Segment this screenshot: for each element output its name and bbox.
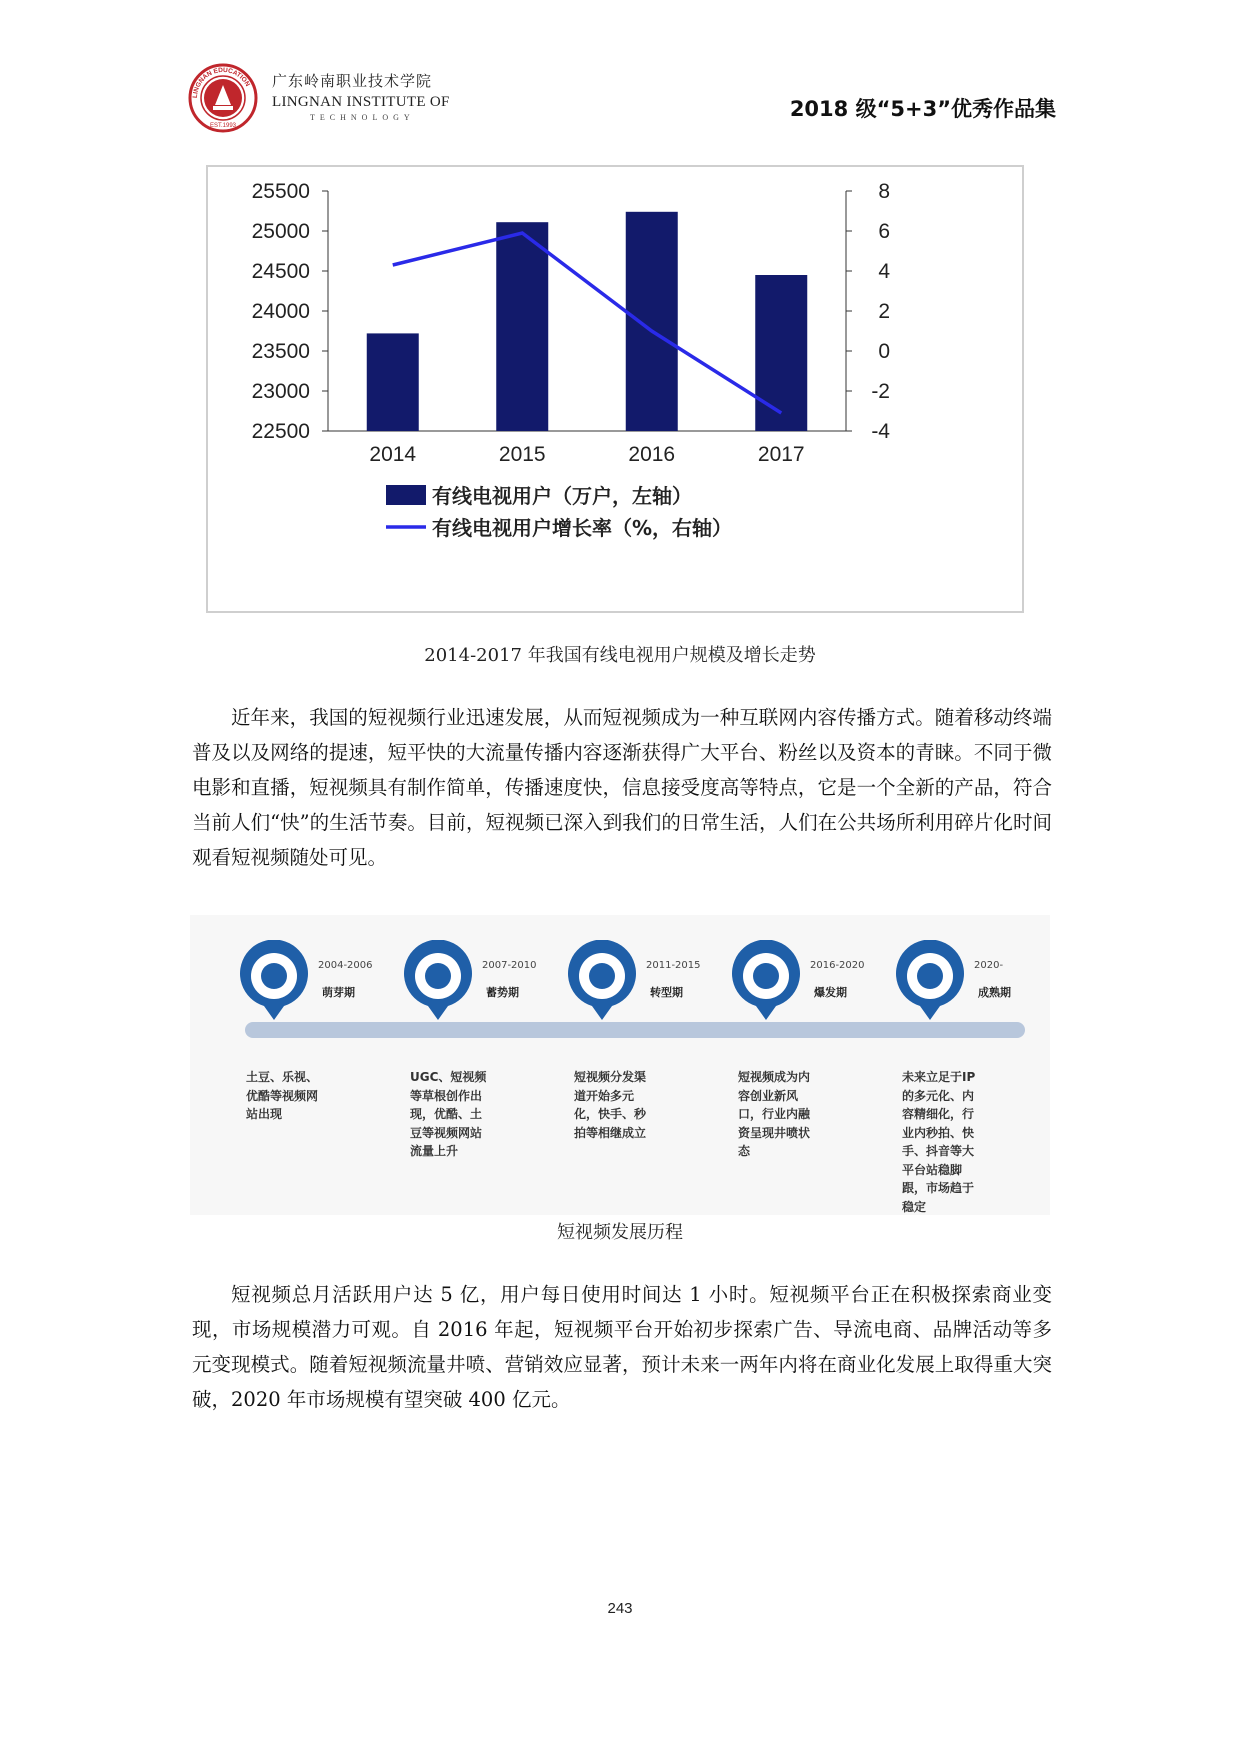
stage-description: 短视频成为内容创业新风口，行业内融资呈现井喷状态 xyxy=(738,1070,811,1158)
timeline-stage xyxy=(894,940,1064,1214)
x-tick-label: 2014 xyxy=(369,443,417,466)
timeline-stage xyxy=(402,940,572,1200)
x-tick-label: 2016 xyxy=(628,443,676,466)
bar-2015 xyxy=(496,222,548,431)
x-tick-label: 2015 xyxy=(498,443,546,466)
collection-title: 2018 级“5+3”优秀作品集 xyxy=(789,97,1056,121)
stage-years: 2016-2020 xyxy=(810,960,865,971)
growth-rate-line xyxy=(393,233,782,413)
stage-years: 2004-2006 xyxy=(318,960,373,971)
legend-line-label: 有线电视用户增长率（%，右轴） xyxy=(432,516,733,540)
stage-name: 萌芽期 xyxy=(322,986,355,999)
legend-bar-swatch xyxy=(386,485,426,505)
right-tick-label: -4 xyxy=(871,420,890,443)
school-name-cn: 广东岭南职业技术学院 xyxy=(272,72,433,90)
legend-bar-label: 有线电视用户（万户，左轴） xyxy=(432,484,692,508)
short-video-timeline xyxy=(190,915,1050,1215)
page-number: 243 xyxy=(607,1600,633,1617)
stage-description: 土豆、乐视、优酷等视频网站出现 xyxy=(246,1070,319,1121)
bar-2017 xyxy=(755,275,807,431)
right-tick-label: 0 xyxy=(878,340,890,363)
stage-years: 2011-2015 xyxy=(646,960,701,971)
logo-ring-text: LINGNAN EDUCATION xyxy=(191,66,251,99)
timeline-caption: 短视频发展历程 xyxy=(557,1222,683,1243)
right-tick-label: 4 xyxy=(878,260,890,283)
chart-caption: 2014-2017 年我国有线电视用户规模及增长走势 xyxy=(424,645,816,666)
timeline-stage xyxy=(238,940,408,1200)
stage-description: UGC、短视频等草根创作出现，优酷、土豆等视频网站流量上升 xyxy=(410,1070,487,1158)
bar-2014 xyxy=(367,333,419,431)
left-tick-label: 23000 xyxy=(251,380,310,403)
chart-canvas xyxy=(208,167,1022,611)
timeline-stage xyxy=(566,940,736,1200)
x-tick-label: 2017 xyxy=(757,443,805,466)
location-pin-icon xyxy=(894,940,966,1024)
paragraph-2: 短视频总月活跃用户达 5 亿，用户每日使用时间达 1 小时。短视频平台正在积极探索商业变现，市场规模潜力可观。自 2016 年起，短视频平台开始初步探索广告、导流电商、品牌活动等多元变现模式。随着短视频流量井喷、营销效应显著，预计未来一两年内将在商业化发展上取得重大突破，2020 年市场规模有望突破 400 亿元。 xyxy=(192,1283,1052,1411)
stage-name: 蓄势期 xyxy=(486,986,519,999)
left-tick-label: 24500 xyxy=(251,260,310,283)
bar-2016 xyxy=(626,212,678,431)
paragraph-1: 近年来，我国的短视频行业迅速发展，从而短视频成为一种互联网内容传播方式。随着移动终端普及以及网络的提速，短平快的大流量传播内容逐渐获得广大平台、粉丝以及资本的青睐。不同于微电影和直播，短视频具有制作简单，传播速度快，信息接受度高等特点，它是一个全新的产品，符合当前人们“快”的生活节奏。目前，短视频已深入到我们的日常生活，人们在公共场所利用碎片化时间观看短视频随处可见。 xyxy=(192,706,1052,869)
stage-description: 短视频分发渠道开始多元化，快手、秒拍等相继成立 xyxy=(574,1070,647,1140)
right-tick-label: 2 xyxy=(878,300,890,323)
left-tick-label: 23500 xyxy=(251,340,310,363)
left-tick-label: 25000 xyxy=(251,220,310,243)
timeline-stage xyxy=(730,940,900,1200)
stage-years: 2007-2010 xyxy=(482,960,537,971)
school-name xyxy=(272,70,450,122)
location-pin-icon xyxy=(238,940,310,1024)
location-pin-icon xyxy=(402,940,474,1024)
left-tick-label: 24000 xyxy=(251,300,310,323)
school-logo xyxy=(188,63,258,133)
stage-name: 转型期 xyxy=(650,986,683,999)
school-name-en-line2: TECHNOLOGY xyxy=(310,113,415,122)
stage-years: 2020- xyxy=(974,960,1004,971)
stage-name: 爆发期 xyxy=(814,986,847,999)
location-pin-icon xyxy=(730,940,802,1024)
cable-tv-chart xyxy=(206,165,1024,613)
right-tick-label: -2 xyxy=(871,380,890,403)
stage-name: 成熟期 xyxy=(978,986,1011,999)
left-tick-label: 25500 xyxy=(251,180,310,203)
left-tick-label: 22500 xyxy=(251,420,310,443)
right-tick-label: 8 xyxy=(878,180,890,203)
stage-description: 未来立足于IP的多元化、内容精细化，行业内秒拍、快手、抖音等大平台站稳脚跟，市场趋于稳定 xyxy=(902,1070,976,1214)
location-pin-icon xyxy=(566,940,638,1024)
logo-est-text: EST.1993 xyxy=(209,123,237,129)
right-tick-label: 6 xyxy=(878,220,890,243)
school-name-en-line1: LINGNAN INSTITUTE OF xyxy=(272,94,450,110)
